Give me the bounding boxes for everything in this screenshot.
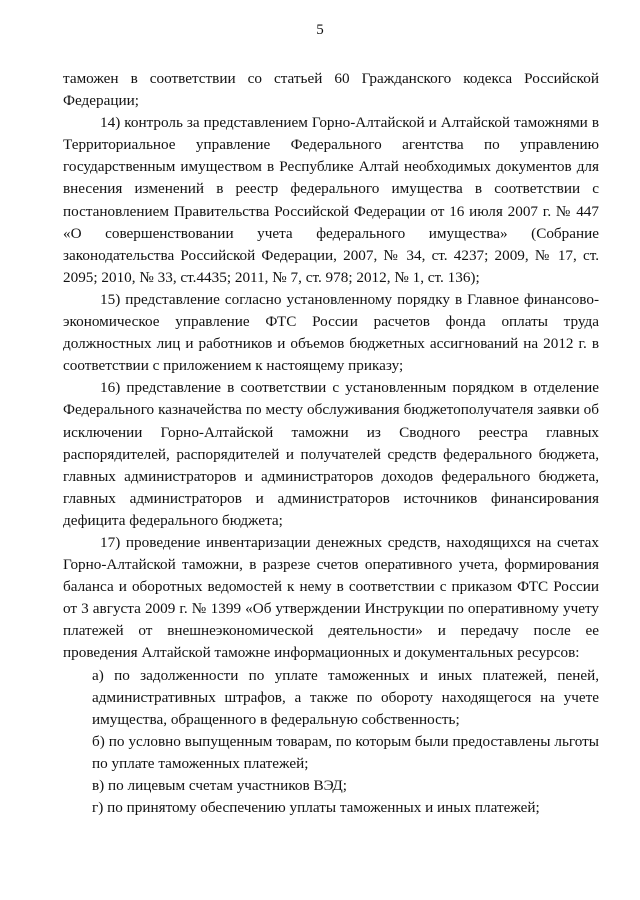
paragraph-continuation: таможен в соответствии со статьей 60 Гражданского кодекса Российской Федерации; — [63, 70, 599, 110]
paragraph-item-14: 14) контроль за представлением Горно-Алтайской и Алтайской таможнями в Территориальное управление Федерального агентства по управлению государственным имуществом в Республике Алтай необходимых документов для внесения изменений в реестр федерального имущества в соответствии с постановлением Правительства Российской Федерации от 16 июля 2007 г. № 447 «О совершенствовании учета федерального имущества» (Собрание законодательства Российской Федерации, 2007, № 34, ст. 4237; 2009, № 17, ст. 2095; 2010, № 33, ст.4435; 2011, № 7, ст. 978; 2012, № 1, ст. 136); — [63, 114, 599, 286]
paragraph-item-16: 16) представление в соответствии с установленным порядком в отделение Федерального казначейства по месту обслуживания бюджетополучателя заявки об исключении Горно-Алтайской таможни из Сводного реестра главных распорядителей, распорядителей и получателей средств федерального бюджета, главных администраторов и администраторов доходов федерального бюджета, главных администраторов и администраторов источников финансирования дефицита федерального бюджета; — [63, 379, 599, 529]
page-number: 5 — [316, 22, 324, 38]
subitem-b: б) по условно выпущенным товарам, по которым были предоставлены льготы по уплате таможенных платежей; — [92, 732, 599, 772]
document-body — [63, 68, 599, 819]
subitem-g: г) по принятому обеспечению уплаты таможенных и иных платежей; — [92, 799, 540, 817]
subitem-a: а) по задолженности по уплате таможенных и иных платежей, пеней, административных штрафов, а также по обороту находящегося на учете имущества, обращенного в федеральную собственность; — [92, 666, 599, 728]
subitem-v: в) по лицевым счетам участников ВЭД; — [92, 777, 347, 794]
paragraph-item-17: 17) проведение инвентаризации денежных средств, находящихся на счетах Горно-Алтайской таможни, в разрезе счетов оперативного учета, формирования баланса и оборотных ведомостей к нему в соответствии с приказом ФТС России от 3 августа 2009 г. № 1399 «Об утверждении Инструкции по оперативному учету платежей от внешнеэкономической деятельности» и передачу после ее проведения Алтайской таможне информационных и документальных ресурсов: — [63, 533, 599, 662]
paragraph-item-15: 15) представление согласно установленному порядку в Главное финансово-экономическое управление ФТС России расчетов фонда оплаты труда должностных лиц и работников и объемов бюджетных ассигнований на 2012 г. в соответствии с приложением к настоящему приказу; — [63, 290, 599, 375]
